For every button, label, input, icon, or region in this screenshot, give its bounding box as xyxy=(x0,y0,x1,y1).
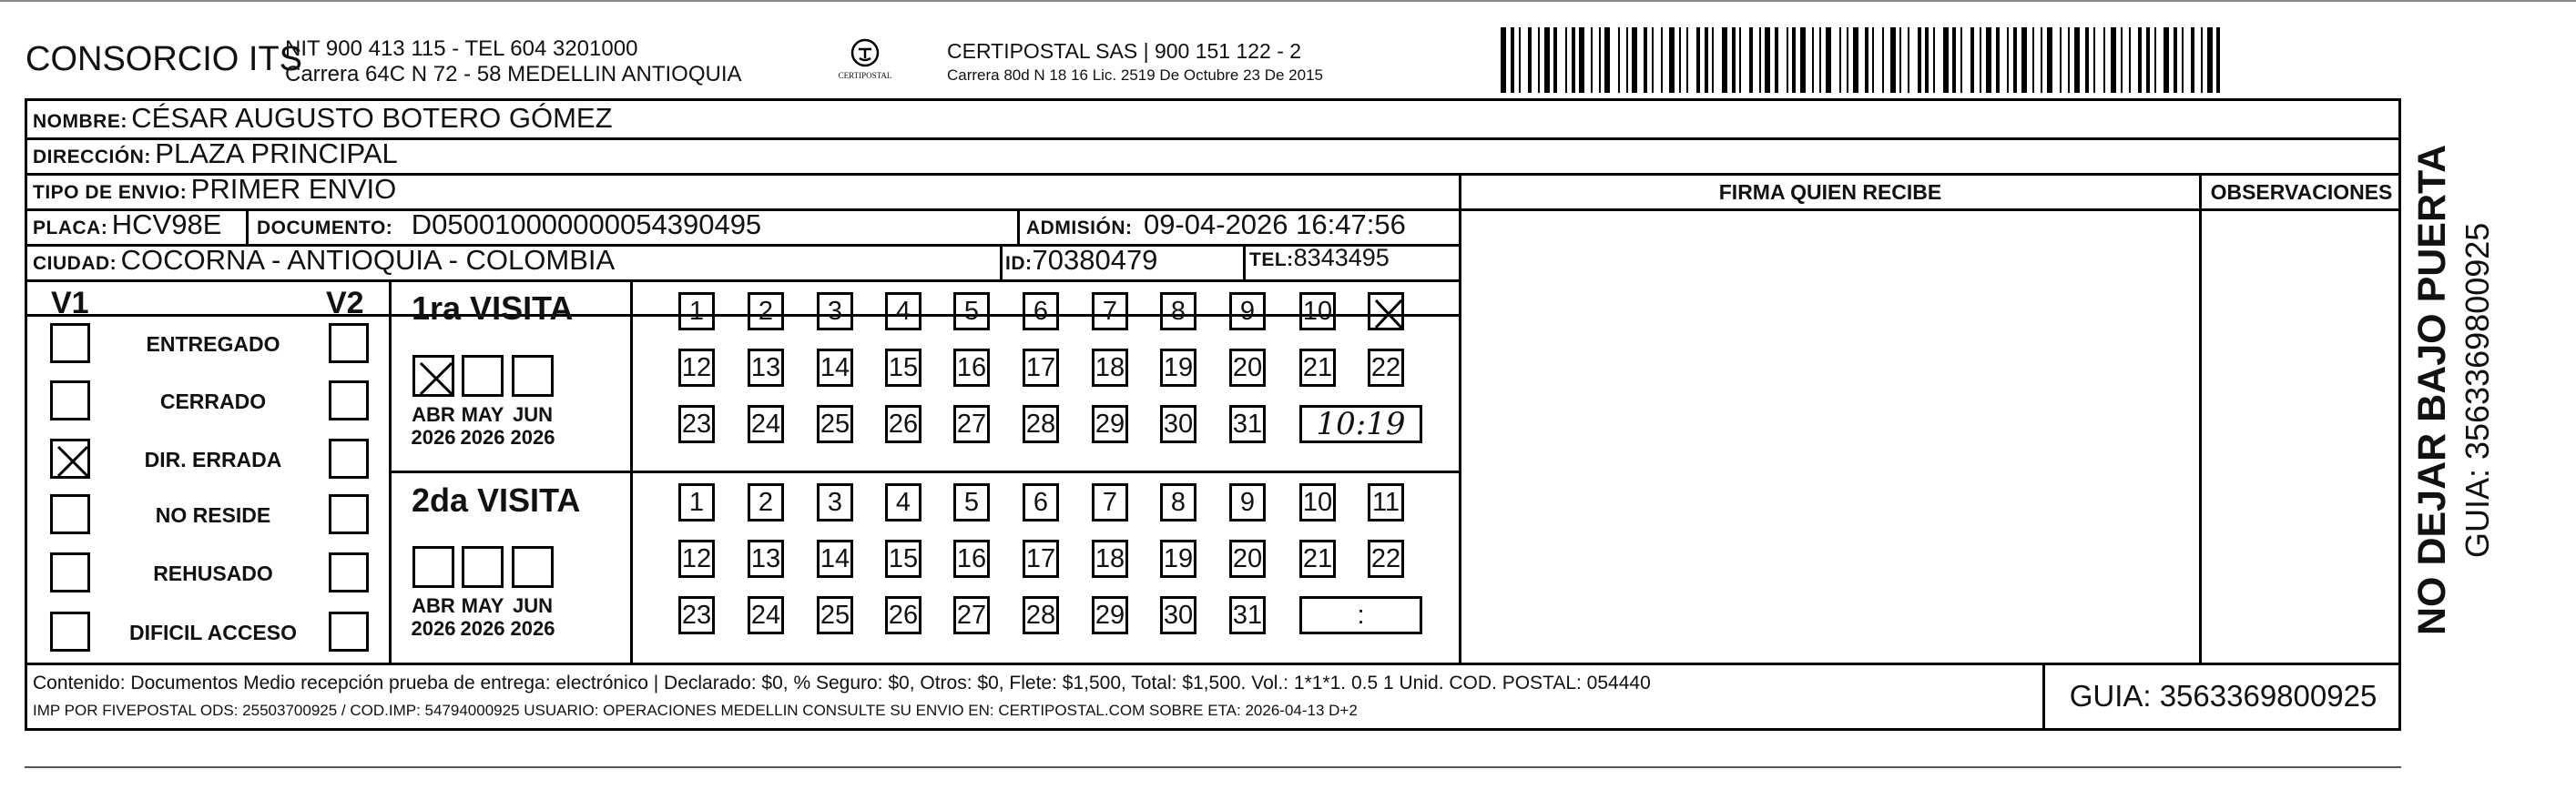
v2-checkbox[interactable] xyxy=(329,552,369,592)
id-cell xyxy=(1005,246,1157,274)
day-box[interactable]: 5 xyxy=(953,292,990,330)
day-box[interactable]: 17 xyxy=(1023,540,1059,578)
visit-time-field[interactable]: : xyxy=(1299,596,1422,634)
day-box[interactable]: 12 xyxy=(678,349,715,387)
v1-checkbox[interactable] xyxy=(50,323,90,363)
placa-cell xyxy=(33,210,221,238)
day-box[interactable]: 5 xyxy=(953,483,990,521)
visit-time-field[interactable]: 10:19 xyxy=(1299,405,1422,443)
month-checkbox[interactable] xyxy=(412,546,454,588)
day-box[interactable]: 24 xyxy=(748,405,784,443)
day-box[interactable]: 18 xyxy=(1092,540,1128,578)
day-box[interactable]: 31 xyxy=(1229,405,1266,443)
day-box[interactable]: 28 xyxy=(1023,405,1059,443)
day-box[interactable]: 27 xyxy=(953,405,990,443)
firma-header: FIRMA QUIEN RECIBE xyxy=(1718,180,1942,204)
month-checkbox[interactable] xyxy=(512,355,554,397)
admision-cell xyxy=(1026,210,1406,238)
license-line: Carrera 80d N 18 16 Lic. 2519 De Octubre 23 De 2015 xyxy=(947,66,1323,84)
v2-label: V2 xyxy=(326,286,364,320)
carrier-line: CERTIPOSTAL SAS | 900 151 122 - 2 xyxy=(947,39,1302,63)
day-box[interactable]: 23 xyxy=(678,596,715,634)
id-label: ID: xyxy=(1005,253,1033,274)
visit2-title: 2da VISITA xyxy=(412,481,581,519)
v1-checkbox[interactable] xyxy=(50,612,90,652)
ciudad-label: CIUDAD: xyxy=(33,253,117,274)
v2-checkbox[interactable] xyxy=(329,439,369,479)
address-line: Carrera 64C N 72 - 58 MEDELLIN ANTIOQUIA xyxy=(285,62,742,86)
nombre-value: CÉSAR AUGUSTO BOTERO GÓMEZ xyxy=(131,102,613,134)
tipo-value: PRIMER ENVIO xyxy=(190,173,397,205)
day-box[interactable]: 16 xyxy=(953,540,990,578)
company-name: CONSORCIO ITS xyxy=(25,40,303,78)
status-label: NO RESIDE xyxy=(155,503,271,527)
placa-label: PLACA: xyxy=(33,218,108,238)
day-box[interactable]: 6 xyxy=(1023,292,1059,330)
day-box[interactable]: 9 xyxy=(1229,483,1266,521)
logo-text: CERTIPOSTAL xyxy=(838,71,892,80)
certipostal-logo xyxy=(829,36,901,87)
day-box[interactable]: 6 xyxy=(1023,483,1059,521)
day-box[interactable] xyxy=(1368,292,1404,330)
observaciones-header: OBSERVACIONES xyxy=(2210,180,2393,204)
day-box[interactable]: 21 xyxy=(1299,349,1336,387)
day-box[interactable]: 21 xyxy=(1299,540,1336,578)
day-box[interactable]: 9 xyxy=(1229,292,1266,330)
tel-label: TEL: xyxy=(1249,249,1294,270)
nombre-row xyxy=(33,104,613,132)
day-box[interactable]: 30 xyxy=(1160,596,1196,634)
day-box[interactable]: 1 xyxy=(678,483,715,521)
day-box[interactable]: 30 xyxy=(1160,405,1196,443)
day-box[interactable]: 22 xyxy=(1368,349,1404,387)
nit-line: NIT 900 413 115 - TEL 604 3201000 xyxy=(285,36,638,61)
day-box[interactable]: 26 xyxy=(885,596,921,634)
day-box[interactable]: 4 xyxy=(885,292,921,330)
day-box[interactable]: 10 xyxy=(1299,483,1336,521)
status-label: REHUSADO xyxy=(153,562,273,585)
day-box[interactable]: 7 xyxy=(1092,483,1128,521)
footer-content-line: Contenido: Documentos Medio recepción prueba de entrega: electrónico | Declarado: $0, % Seguro: $0, Otros: $0, Flete: $1,500, Total: $1,500. Vol.: 1*1*1. 0.5 1 Unid. COD. POSTAL: 054440 xyxy=(33,673,1651,694)
month-name: MAY xyxy=(461,594,504,617)
direccion-row xyxy=(33,139,398,167)
day-box[interactable]: 13 xyxy=(748,540,784,578)
side-warning: NO DEJAR BAJO PUERTA xyxy=(2410,144,2454,635)
admision-label: ADMISIÓN: xyxy=(1026,218,1133,238)
v2-checkbox[interactable] xyxy=(329,323,369,363)
month-name: JUN xyxy=(512,403,553,426)
day-box[interactable]: 28 xyxy=(1023,596,1059,634)
id-value: 70380479 xyxy=(1032,244,1158,276)
side-guia: GUIA: 3563369800925 xyxy=(2459,222,2496,558)
month-label xyxy=(501,403,565,450)
day-box[interactable]: 3 xyxy=(817,292,853,330)
day-box[interactable]: 13 xyxy=(748,349,784,387)
status-label: CERRADO xyxy=(159,390,267,413)
v1-checkbox[interactable] xyxy=(50,439,90,479)
day-box[interactable]: 18 xyxy=(1092,349,1128,387)
v2-checkbox[interactable] xyxy=(329,494,369,534)
visit1-title: 1ra VISITA xyxy=(412,289,574,327)
day-box[interactable]: 2 xyxy=(748,483,784,521)
day-box[interactable]: 16 xyxy=(953,349,990,387)
documento-cell xyxy=(257,210,761,238)
month-name: JUN xyxy=(512,594,553,617)
day-box[interactable]: 24 xyxy=(748,596,784,634)
month-checkbox[interactable] xyxy=(512,546,554,588)
month-name: ABR xyxy=(412,594,455,617)
v1-checkbox[interactable] xyxy=(50,494,90,534)
day-box[interactable]: 29 xyxy=(1092,596,1128,634)
month-name: ABR xyxy=(412,403,455,426)
day-box[interactable]: 12 xyxy=(678,540,715,578)
v2-checkbox[interactable] xyxy=(329,612,369,652)
status-label: DIR. ERRADA xyxy=(144,448,282,471)
direccion-value: PLAZA PRINCIPAL xyxy=(155,137,398,169)
day-box[interactable]: 25 xyxy=(817,596,853,634)
footer-imp-line: IMP POR FIVEPOSTAL ODS: 25503700925 / COD.IMP: 54794000925 USUARIO: OPERACIONES MEDELLIN CONSULTE SU ENVIO EN: CERTIPOSTAL.COM SOBRE ETA: 2026-04-13 D+2 xyxy=(33,702,1358,719)
day-box[interactable]: 8 xyxy=(1160,483,1196,521)
day-box[interactable]: 2 xyxy=(748,292,784,330)
tipo-label: TIPO DE ENVIO: xyxy=(33,182,188,203)
day-box[interactable]: 20 xyxy=(1229,540,1266,578)
day-box[interactable]: 19 xyxy=(1160,540,1196,578)
ciudad-cell xyxy=(33,246,615,274)
month-year: 2026 xyxy=(460,426,505,450)
day-box[interactable]: 27 xyxy=(953,596,990,634)
v2-checkbox[interactable] xyxy=(329,380,369,420)
day-box[interactable]: 31 xyxy=(1229,596,1266,634)
v1-checkbox[interactable] xyxy=(50,380,90,420)
day-box[interactable]: 3 xyxy=(817,483,853,521)
day-box[interactable]: 15 xyxy=(885,540,921,578)
day-box[interactable]: 1 xyxy=(678,292,715,330)
barcode xyxy=(1501,27,2225,93)
day-box[interactable]: 19 xyxy=(1160,349,1196,387)
month-checkbox[interactable] xyxy=(462,355,504,397)
tipo-row xyxy=(33,175,396,203)
day-box[interactable]: 20 xyxy=(1229,349,1266,387)
day-box[interactable]: 14 xyxy=(817,349,853,387)
day-box[interactable]: 29 xyxy=(1092,405,1128,443)
placa-value: HCV98E xyxy=(111,208,222,240)
day-box[interactable]: 11 xyxy=(1368,483,1404,521)
status-label: DIFICIL ACCESO xyxy=(128,621,297,644)
documento-label: DOCUMENTO: xyxy=(257,218,393,238)
footer-guia: GUIA: 3563369800925 xyxy=(2069,679,2377,713)
day-box[interactable]: 26 xyxy=(885,405,921,443)
month-checkbox[interactable] xyxy=(462,546,504,588)
day-box[interactable]: 14 xyxy=(817,540,853,578)
month-year: 2026 xyxy=(411,426,456,450)
month-year: 2026 xyxy=(510,617,555,641)
day-box[interactable]: 22 xyxy=(1368,540,1404,578)
day-box[interactable]: 17 xyxy=(1023,349,1059,387)
ciudad-value: COCORNA - ANTIOQUIA - COLOMBIA xyxy=(120,244,616,276)
month-year: 2026 xyxy=(460,617,505,641)
day-box[interactable]: 8 xyxy=(1160,292,1196,330)
documento-value: D050010000000054390495 xyxy=(411,208,762,240)
tel-cell xyxy=(1249,246,1390,270)
v1-checkbox[interactable] xyxy=(50,552,90,592)
day-box[interactable]: 7 xyxy=(1092,292,1128,330)
month-label xyxy=(501,594,565,641)
day-box[interactable]: 15 xyxy=(885,349,921,387)
day-box[interactable]: 10 xyxy=(1299,292,1336,330)
day-box[interactable]: 25 xyxy=(817,405,853,443)
direccion-label: DIRECCIÓN: xyxy=(33,147,151,167)
day-box[interactable]: 23 xyxy=(678,405,715,443)
month-year: 2026 xyxy=(510,426,555,450)
day-box[interactable]: 4 xyxy=(885,483,921,521)
admision-value: 09-04-2026 16:47:56 xyxy=(1143,208,1406,240)
month-checkbox[interactable] xyxy=(412,355,454,397)
status-label: ENTREGADO xyxy=(146,332,280,356)
month-year: 2026 xyxy=(411,617,456,641)
nombre-label: NOMBRE: xyxy=(33,111,127,132)
v1-label: V1 xyxy=(51,286,89,320)
month-name: MAY xyxy=(461,403,504,426)
tel-value: 8343495 xyxy=(1293,244,1390,271)
